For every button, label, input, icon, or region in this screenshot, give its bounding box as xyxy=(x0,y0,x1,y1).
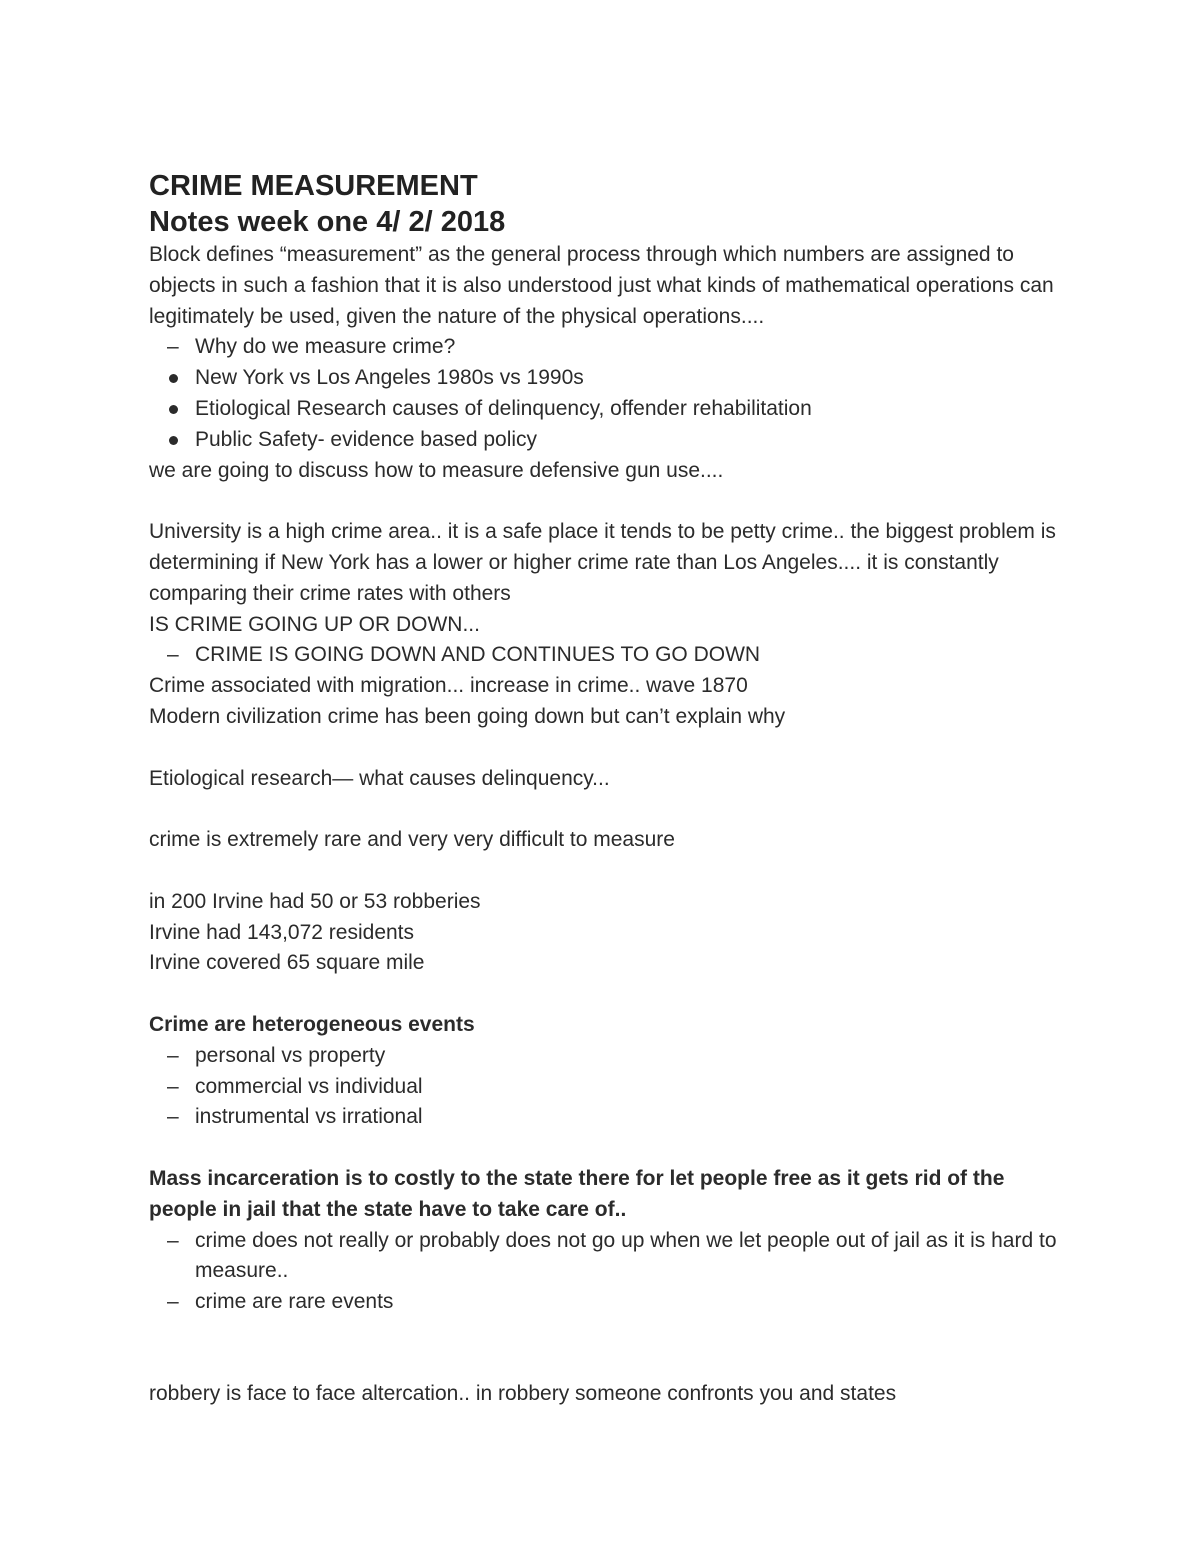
dash-marker: – xyxy=(167,1074,179,1098)
list-item-text: commercial vs individual xyxy=(195,1074,423,1098)
list-item-reason xyxy=(149,425,1069,456)
defensive-gun-line: we are going to discuss how to measure defensive gun use.... xyxy=(149,458,724,482)
list-item-going-down xyxy=(149,640,1069,671)
dash-marker: – xyxy=(167,1043,179,1067)
university-paragraph: University is a high crime area.. it is a safe place it tends to be petty crime.. the biggest problem is determining if New York has a lower or higher crime rate than Los Angeles.... it is constantly comparing their crime rates with others xyxy=(149,520,1056,605)
list-item-why xyxy=(149,332,1069,363)
list-item-mass xyxy=(149,1226,1069,1288)
list-item-text: instrumental vs irrational xyxy=(195,1105,423,1129)
blank-line xyxy=(149,856,1069,887)
blank-line xyxy=(149,1349,1069,1380)
modern-line: Modern civilization crime has been going down but can’t explain why xyxy=(149,704,786,728)
blank-line xyxy=(149,979,1069,1010)
list-item-text: Public Safety- evidence based policy xyxy=(195,427,538,451)
bullet-icon xyxy=(169,436,178,445)
irvine-line: Irvine covered 65 square mile xyxy=(149,951,425,975)
list-item-reason xyxy=(149,394,1069,425)
list-item-text: personal vs property xyxy=(195,1043,386,1067)
list-item-heterogeneous xyxy=(149,1072,1069,1103)
dash-marker: – xyxy=(167,1228,179,1252)
dash-marker: – xyxy=(167,1290,179,1314)
bullet-icon xyxy=(169,405,178,414)
etiological-line: Etiological research— what causes delinquency... xyxy=(149,766,610,790)
intro-paragraph: Block defines “measurement” as the general process through which numbers are assigned to objects in such a fashion that it is also understood just what kinds of mathematical operations can legitimately be used, given the nature of the physical operations.... xyxy=(149,243,1054,328)
blank-line xyxy=(149,794,1069,825)
list-item-text: crime does not really or probably does not go up when we let people out of jail as it is hard to measure.. xyxy=(195,1228,1057,1283)
list-item-heterogeneous xyxy=(149,1041,1069,1072)
heterogeneous-heading: Crime are heterogeneous events xyxy=(149,1012,475,1036)
rare-line: crime is extremely rare and very very difficult to measure xyxy=(149,828,675,852)
list-item-text: Etiological Research causes of delinquency, offender rehabilitation xyxy=(195,396,812,420)
mass-incarceration-heading: Mass incarceration is to costly to the state there for let people free as it gets rid of the people in jail that the state have to take care of.. xyxy=(149,1166,1005,1221)
document-title: CRIME MEASUREMENT xyxy=(149,170,478,202)
dash-marker: – xyxy=(167,335,179,359)
dash-marker: – xyxy=(167,643,179,667)
migration-line: Crime associated with migration... increase in crime.. wave 1870 xyxy=(149,674,748,698)
list-item-mass xyxy=(149,1287,1069,1318)
notes-page xyxy=(149,168,1069,1410)
blank-line xyxy=(149,1133,1069,1164)
blank-line xyxy=(149,486,1069,517)
robbery-line: robbery is face to face altercation.. in robbery someone confronts you and states xyxy=(149,1382,897,1406)
blank-line xyxy=(149,1318,1069,1349)
going-up-line: IS CRIME GOING UP OR DOWN... xyxy=(149,612,480,636)
list-item-text: New York vs Los Angeles 1980s vs 1990s xyxy=(195,366,584,390)
list-item-reason xyxy=(149,363,1069,394)
irvine-line: Irvine had 143,072 residents xyxy=(149,920,415,944)
list-item-text: crime are rare events xyxy=(195,1290,394,1314)
document-subtitle: Notes week one 4/ 2/ 2018 xyxy=(149,206,506,238)
list-item-text: Why do we measure crime? xyxy=(195,335,456,359)
bullet-icon xyxy=(169,374,178,383)
irvine-line: in 200 Irvine had 50 or 53 robberies xyxy=(149,889,481,913)
list-item-text: CRIME IS GOING DOWN AND CONTINUES TO GO DOWN xyxy=(195,643,761,667)
dash-marker: – xyxy=(167,1105,179,1129)
list-item-heterogeneous xyxy=(149,1102,1069,1133)
blank-line xyxy=(149,733,1069,764)
